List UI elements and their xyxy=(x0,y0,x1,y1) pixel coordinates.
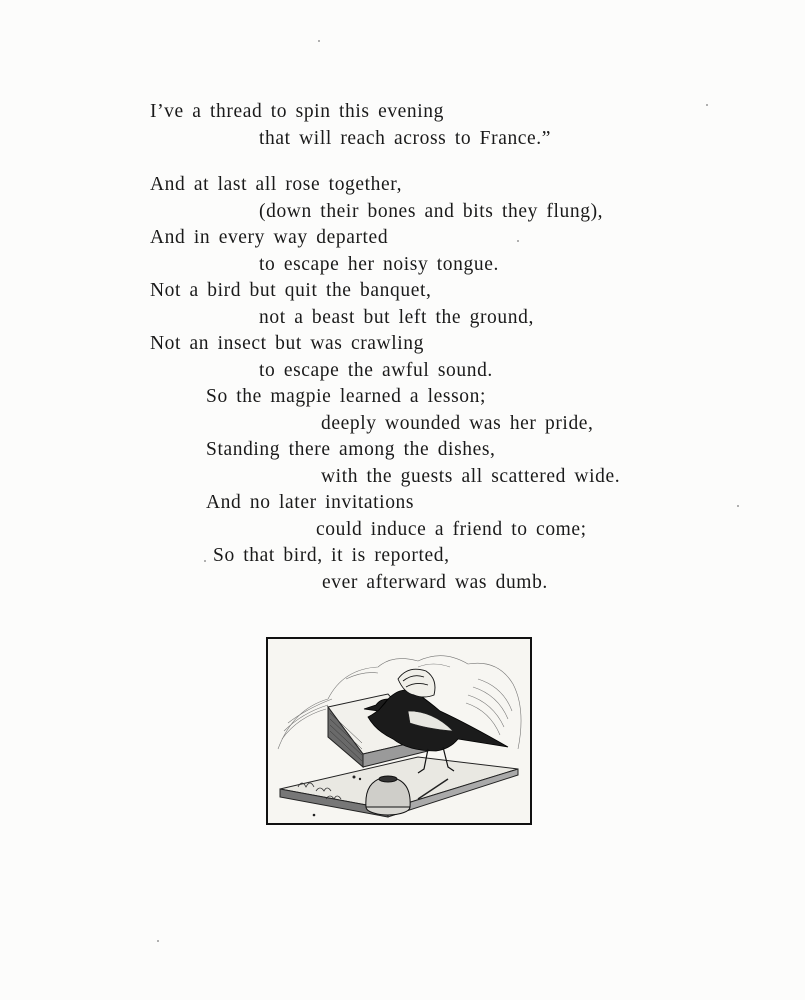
poem-line: (down their bones and bits they flung), xyxy=(259,201,604,222)
magpie-engraving xyxy=(268,639,530,823)
poem-line: And at last all rose together, xyxy=(150,174,403,195)
print-speck xyxy=(706,104,708,106)
poem-line: not a beast but left the ground, xyxy=(259,307,534,328)
poem-line: that will reach across to France.” xyxy=(259,128,552,149)
poem-line: And no later invitations xyxy=(206,492,415,513)
poem-line: Not an insect but was crawling xyxy=(150,333,424,354)
poem-line: Not a bird but quit the banquet, xyxy=(150,280,432,301)
print-speck xyxy=(737,505,739,507)
print-speck xyxy=(517,240,519,242)
print-speck xyxy=(157,940,159,942)
print-speck xyxy=(318,40,320,42)
poem-line: Standing there among the dishes, xyxy=(206,439,496,460)
poem-line: So that bird, it is reported, xyxy=(213,545,450,566)
print-speck xyxy=(204,560,206,562)
poem-line: So the magpie learned a lesson; xyxy=(206,386,486,407)
poem-line: with the guests all scattered wide. xyxy=(321,466,621,487)
poem-line: to escape her noisy tongue. xyxy=(259,254,499,275)
poem-line: could induce a friend to come; xyxy=(316,519,587,540)
poem-line: And in every way departed xyxy=(150,227,389,248)
poem-line: I’ve a thread to spin this evening xyxy=(150,101,444,122)
poem-line: to escape the awful sound. xyxy=(259,360,493,381)
magpie-illustration xyxy=(266,637,532,825)
poem-line: ever afterward was dumb. xyxy=(322,572,548,593)
poem-line: deeply wounded was her pride, xyxy=(321,413,594,434)
